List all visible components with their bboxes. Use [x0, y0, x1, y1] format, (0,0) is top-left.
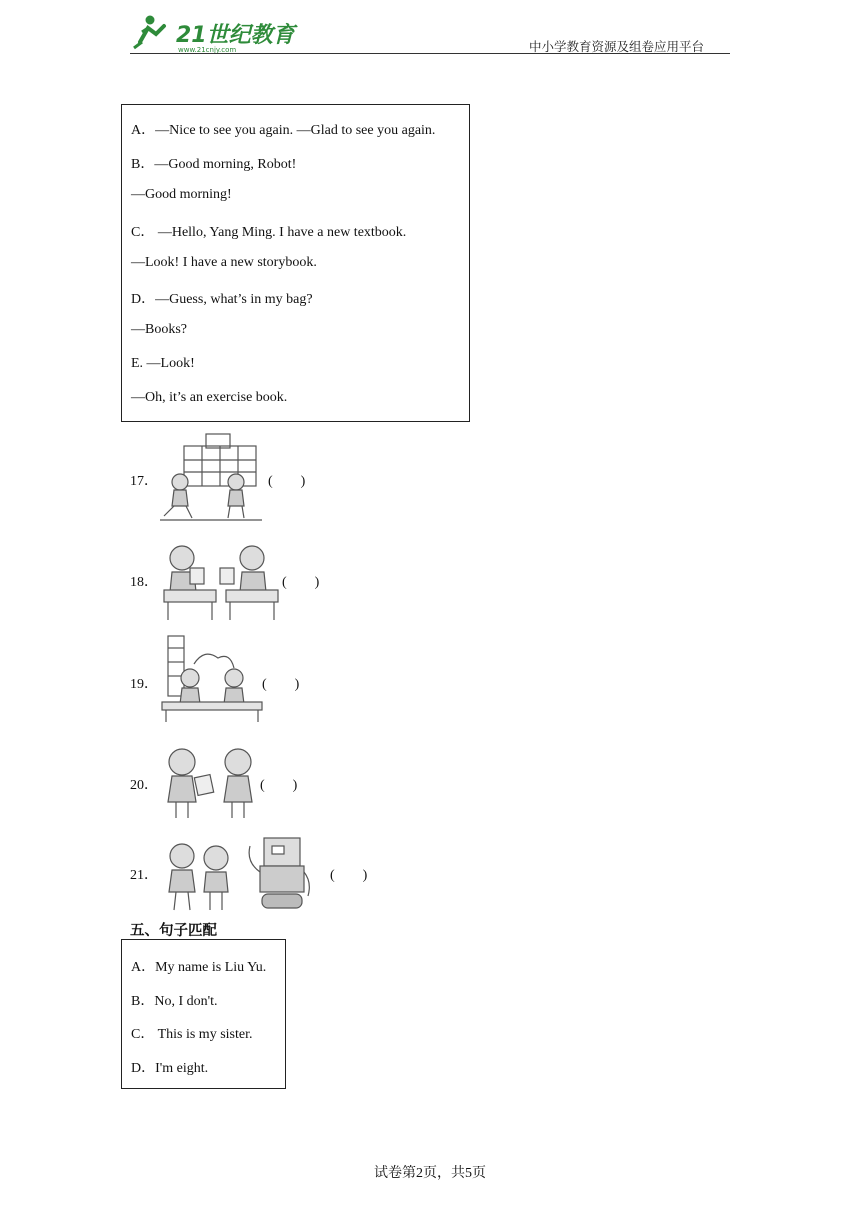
kids-and-robot-illustration [160, 832, 316, 912]
logo-url: www.21cnjy.com [178, 46, 237, 54]
question-number-19: 19． [130, 677, 158, 692]
option-line: C． —Hello, Yang Ming. I have a new textbook. [131, 225, 407, 240]
header-rule [130, 53, 730, 54]
sentence-option: A．My name is Liu Yu. [131, 960, 267, 975]
answer-blank-19[interactable]: ( ) [262, 677, 300, 692]
option-line: D．—Guess, what’s in my bag? [131, 292, 313, 307]
option-line: —Oh, it’s an exercise book. [131, 390, 288, 405]
school-boy-girl-illustration [158, 432, 264, 522]
question-number-21: 21． [130, 868, 158, 883]
option-line: —Good morning! [131, 187, 232, 202]
option-line: B．—Good morning, Robot! [131, 157, 297, 172]
sentence-option: C． This is my sister. [131, 1027, 253, 1042]
option-line: A．—Nice to see you again. —Glad to see you again. [131, 123, 436, 138]
section-title: 五、句子匹配 [130, 923, 217, 939]
logo-text: 21世纪教育 [176, 23, 295, 48]
header-platform-text: 中小学教育资源及组卷应用平台 [529, 40, 705, 54]
sentence-option: D．I'm eight. [131, 1061, 209, 1076]
site-logo [130, 12, 300, 54]
dialog-options-box [121, 104, 470, 422]
sentence-options-box [121, 939, 286, 1089]
answer-blank-21[interactable]: ( ) [330, 868, 368, 883]
sentence-option: B．No, I don't. [131, 994, 218, 1009]
option-line: E. —Look! [131, 356, 195, 371]
option-line: —Look! I have a new storybook. [131, 255, 317, 270]
answer-blank-17[interactable]: ( ) [268, 474, 306, 489]
two-girls-book-illustration [160, 744, 260, 822]
question-number-20: 20． [130, 778, 158, 793]
answer-blank-20[interactable]: ( ) [260, 778, 298, 793]
two-students-desks-illustration [160, 542, 280, 622]
question-number-18: 18． [130, 575, 158, 590]
question-number-17: 17． [130, 474, 158, 489]
answer-blank-18[interactable]: ( ) [282, 575, 320, 590]
option-line: —Books? [131, 322, 187, 337]
park-bench-kids-illustration [160, 634, 264, 724]
page-footer: 试卷第2页，共5页 [374, 1166, 486, 1181]
